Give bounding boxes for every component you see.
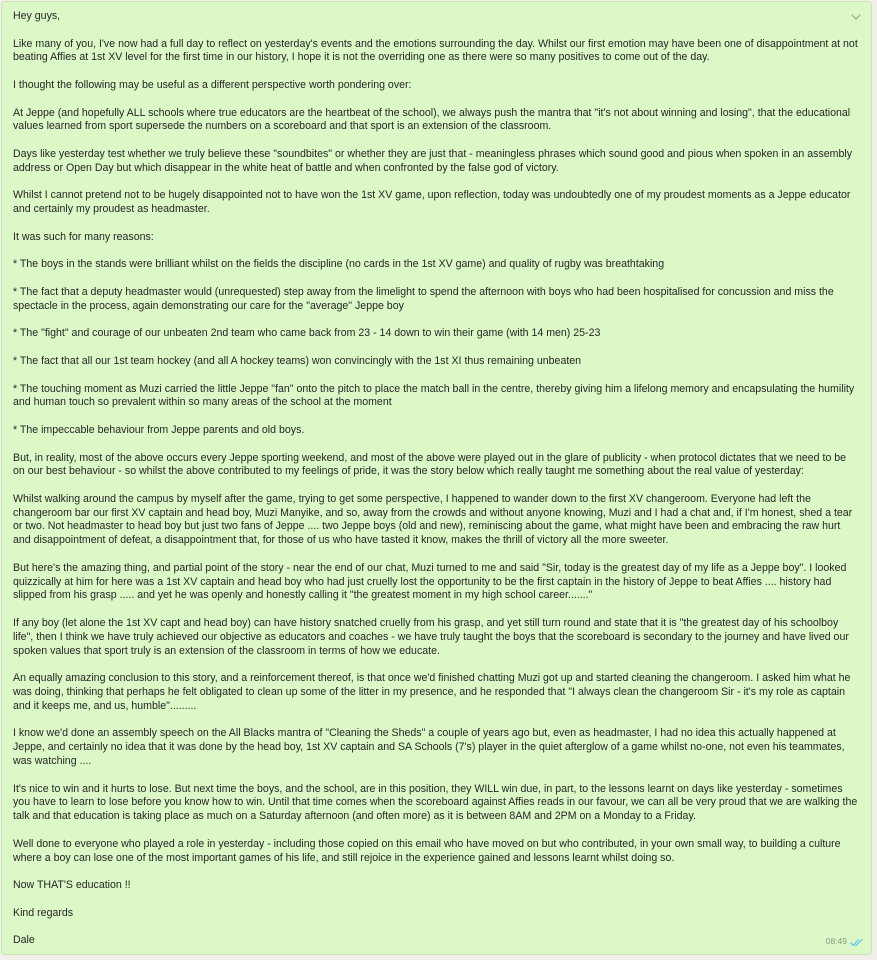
message-timestamp: 08:49 <box>825 936 847 947</box>
bullet-item: * The fact that all our 1st team hockey (and all A hockey teams) won convincingly with the 1st XI thus remaining unbeaten <box>13 354 582 367</box>
message-paragraph: At Jeppe (and hopefully ALL schools where true educators are the heartbeat of the school), we always push the mantra that "it's not about winning and losing", that the educational values learned from sport supersede the numbers on a scoreboard and that sport is an extension of the classroom. <box>13 106 854 133</box>
message-paragraph: Like many of you, I've now had a full day to reflect on yesterday's events and the emotions surrounding the day. Whilst our first emotion may have been one of disappointment at not beating Affies at 1st XV level for the first time in our history, I hope it is not the overriding one as there were so many positives to come out of the day. <box>13 37 861 64</box>
message-paragraph: But here's the amazing thing, and partial point of the story - near the end of our chat, Muzi turned to me and said "Sir, today is the greatest day of my life as a Jeppe boy". I looked quizzically at him for here was a 1st XV captain and head boy who had just cruelly lost the opportunity to be the first captain in the history of Jeppe to beat Affies .... history had slipped from his grasp ..... and yet he was openly and honestly calling it "the greatest moment in my high school career......." <box>13 561 850 602</box>
message-paragraph: Whilst I cannot pretend not to be hugely disappointed not to have won the 1st XV game, upon reflection, today was undoubtedly one of my proudest moments as a Jeppe educator and certainly my proudest as headmaster. <box>13 189 854 216</box>
message-signature: Dale <box>13 934 35 947</box>
message-body <box>13 10 859 948</box>
message-paragraph: It was such for many reasons: <box>13 230 154 243</box>
message-paragraph: Days like yesterday test whether we truly believe these "soundbites" or whether they are just that - meaningless phrases which sound good and pious when spoken in an assembly address or Open Day but which disappear in the white heat of battle and when confronted by the false god of victory. <box>13 147 855 174</box>
message-paragraph: If any boy (let alone the 1st XV capt and head boy) can have history snatched cruelly from his grasp, and yet still turn round and state that it is "the greatest day of his schoolboy life", then I think we have truly achieved our objective as educators and coaches - we have truly taught the boys that the scoreboard is secondary to the journey and have lived our spoken values that sport truly is an extension of the classroom in terms of how we educate. <box>13 617 852 657</box>
bullet-item: * The impeccable behaviour from Jeppe parents and old boys. <box>13 423 305 436</box>
message-paragraph: An equally amazing conclusion to this story, and a reinforcement thereof, is that once we'd finished chatting Muzi got up and started cleaning the changeroom. I asked him what he was doing, thinking that perhaps he felt obligated to clean up some of the litter in my presence, and he responded that "I always clean the changeroom Sir - it's my role as captain and it keeps me, and us, humble"......... <box>13 672 854 712</box>
message-signoff: Kind regards <box>13 906 74 919</box>
message-meta <box>826 935 864 949</box>
message-paragraph: It's nice to win and it hurts to lose. But next time the boys, and the school, are in this position, they WILL win due, in part, to the lessons learnt on days like yesterday - sometimes you have to learn to lose before you know how to win. Until that time comes when the scoreboard against Affies reads in our favour, we can all be very proud that we are walking the talk and that education is taking place as much on a Saturday afternoon (and often more) as it is between 8AM and 2PM on a Monday to a Friday. <box>13 782 861 823</box>
bullet-item: * The "fight" and courage of our unbeaten 2nd team who came back from 23 - 14 down to win their game (with 14 men) 25-23 <box>13 327 601 340</box>
bullet-item: * The boys in the stands were brilliant whilst on the fields the discipline (no cards in the 1st XV game) and quality of rugby was breathtaking <box>13 258 665 271</box>
message-bubble[interactable] <box>1 1 872 955</box>
bullet-item: * The touching moment as Muzi carried the little Jeppe "fan" onto the pitch to place the match ball in the centre, thereby giving him a lifelong memory and encapsulating the humility and human touch so prevalent within so many areas of the school at the moment <box>13 382 858 409</box>
message-paragraph: But, in reality, most of the above occurs every Jeppe sporting weekend, and most of the above were played out in the glare of publicity - when protocol dictates that we need to be on our best behaviour - so whilst the above contributed to my feelings of pride, it was the story below which really taught me something about the real value of yesterday: <box>13 451 850 478</box>
chevron-down-icon[interactable] <box>849 12 863 22</box>
message-greeting: Hey guys, <box>13 10 61 22</box>
message-paragraph: I know we'd done an assembly speech on the All Blacks mantra of "Cleaning the Sheds" a couple of years ago but, even as headmaster, I had no idea this actually happened at Jeppe, and certainly no idea that it was done by the head boy, 1st XV captain and SA Schools (7's) player in the quiet afterglow of a game whilst no-one, not even his teammates, was watching .... <box>13 727 848 768</box>
message-paragraph: I thought the following may be useful as a different perspective worth pondering over: <box>13 78 412 91</box>
message-paragraph: Whilst walking around the campus by myself after the game, trying to get some perspective, I happened to wander down to the first XV changeroom. Everyone had left the changeroom bar our first XV captain and head boy, Muzi Manyike, and so, away from the crowds and without anyone knowing, Muzi and I had a chat and, if I'm honest, shed a tear or two. Not headmaster to head boy but just two fans of Jeppe .... two Jeppe boys (old and new), reminiscing about the game, what might have been and embracing the raw hurt and disappointment of defeat, a disappointment that, for those of us who have tasted it know, makes the thrill of victory all the more sweeter. <box>13 492 856 547</box>
bullet-item: * The fact that a deputy headmaster would (unrequested) step away from the limelight to spend the afternoon with boys who had been hospitalised for concussion and miss the spectacle in the process, again demonstrating our care for the "average" Jeppe boy <box>13 285 837 312</box>
message-paragraph: Well done to everyone who played a role in yesterday - including those copied on this email who have moved on but who contributed, in your own small way, to building a culture where a boy can lose one of the most important games of his life, and still rejoice in the experience gained and lessons learnt whilst doing so. <box>13 837 844 864</box>
message-paragraph: Now THAT'S education !! <box>13 879 131 892</box>
double-check-read-icon <box>850 938 864 947</box>
